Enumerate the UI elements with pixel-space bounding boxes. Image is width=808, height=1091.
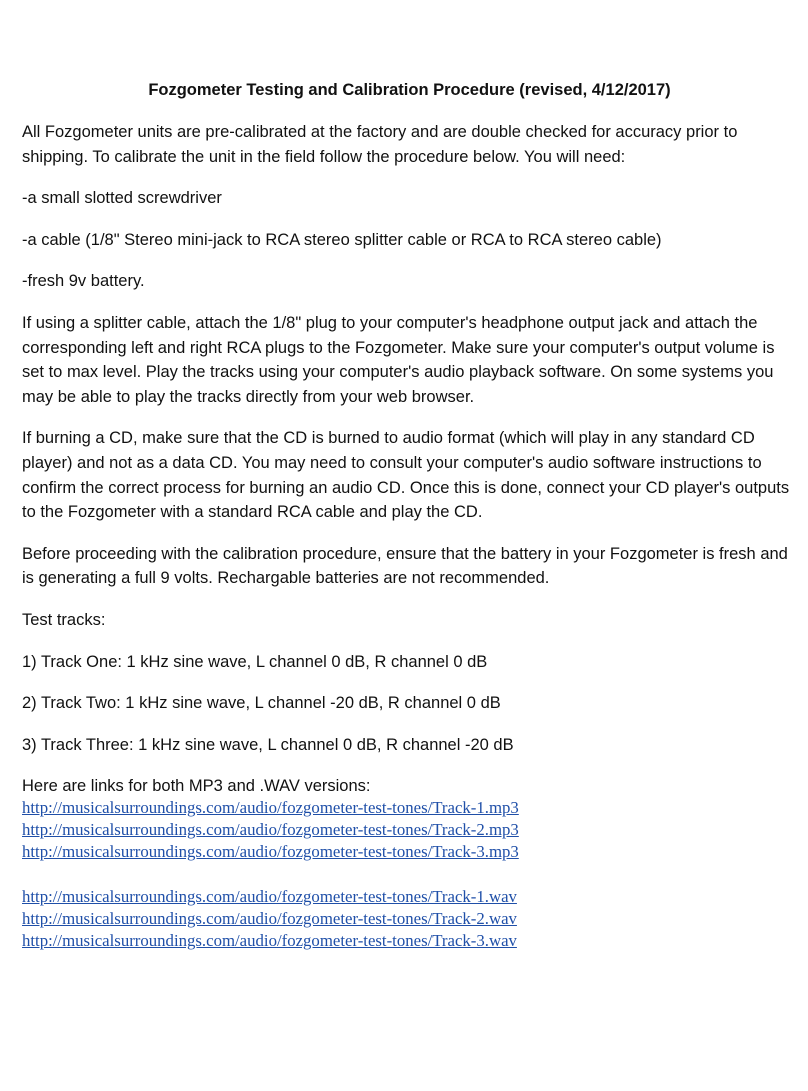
document-title: Fozgometer Testing and Calibration Procedure (revised, 4/12/2017)	[148, 81, 671, 99]
intro-paragraph: All Fozgometer units are pre-calibrated at the factory and are double checked for accuracy prior to shipping. To calibrate the unit in the field follow the procedure below. You will need:	[22, 123, 738, 166]
link-track-1-wav[interactable]: http://musicalsurroundings.com/audio/fozgometer-test-tones/Track-1.wav	[22, 886, 517, 906]
cd-paragraph: If burning a CD, make sure that the CD is burned to audio format (which will play in any standard CD player) and not as a data CD. You may need to consult your computer's audio software instructions to confirm the correct process for burning an audio CD. Once this is done, connect your CD player's outputs to the Fozgometer with a standard RCA cable and play the CD.	[22, 429, 790, 522]
link-track-1-mp3[interactable]: http://musicalsurroundings.com/audio/fozgometer-test-tones/Track-1.mp3	[22, 797, 519, 817]
requirement-battery: -fresh 9v battery.	[22, 272, 145, 291]
download-links	[22, 797, 797, 953]
links-intro: Here are links for both MP3 and .WAV versions:	[22, 777, 371, 796]
battery-paragraph: Before proceeding with the calibration procedure, ensure that the battery in your Fozgometer is fresh and is generating a full 9 volts. Rechargable batteries are not recommended.	[22, 544, 788, 588]
track-two: 2) Track Two: 1 kHz sine wave, L channel -20 dB, R channel 0 dB	[22, 694, 501, 713]
link-track-3-mp3[interactable]: http://musicalsurroundings.com/audio/fozgometer-test-tones/Track-3.mp3	[22, 842, 519, 862]
track-one: 1) Track One: 1 kHz sine wave, L channel 0 dB, R channel 0 dB	[22, 652, 488, 671]
document-body	[22, 120, 797, 953]
splitter-paragraph: If using a splitter cable, attach the 1/8" plug to your computer's headphone output jack and attach the corresponding left and right RCA plugs to the Fozgometer. Make sure your computer's output volume is set to max level. Play the tracks using your computer's audio playback software. On some systems you may be able to play the tracks directly from your web browser.	[22, 313, 775, 406]
requirement-cable: -a cable (1/8" Stereo mini-jack to RCA stereo splitter cable or RCA to RCA stereo cable)	[22, 230, 662, 249]
requirement-screwdriver: -a small slotted screwdriver	[22, 189, 222, 208]
link-track-2-mp3[interactable]: http://musicalsurroundings.com/audio/fozgometer-test-tones/Track-2.mp3	[22, 820, 519, 840]
track-three: 3) Track Three: 1 kHz sine wave, L channel 0 dB, R channel -20 dB	[22, 735, 514, 754]
links-spacer	[22, 864, 797, 886]
test-tracks-heading: Test tracks:	[22, 610, 106, 629]
link-track-2-wav[interactable]: http://musicalsurroundings.com/audio/fozgometer-test-tones/Track-2.wav	[22, 909, 517, 929]
link-track-3-wav[interactable]: http://musicalsurroundings.com/audio/fozgometer-test-tones/Track-3.wav	[22, 931, 517, 951]
